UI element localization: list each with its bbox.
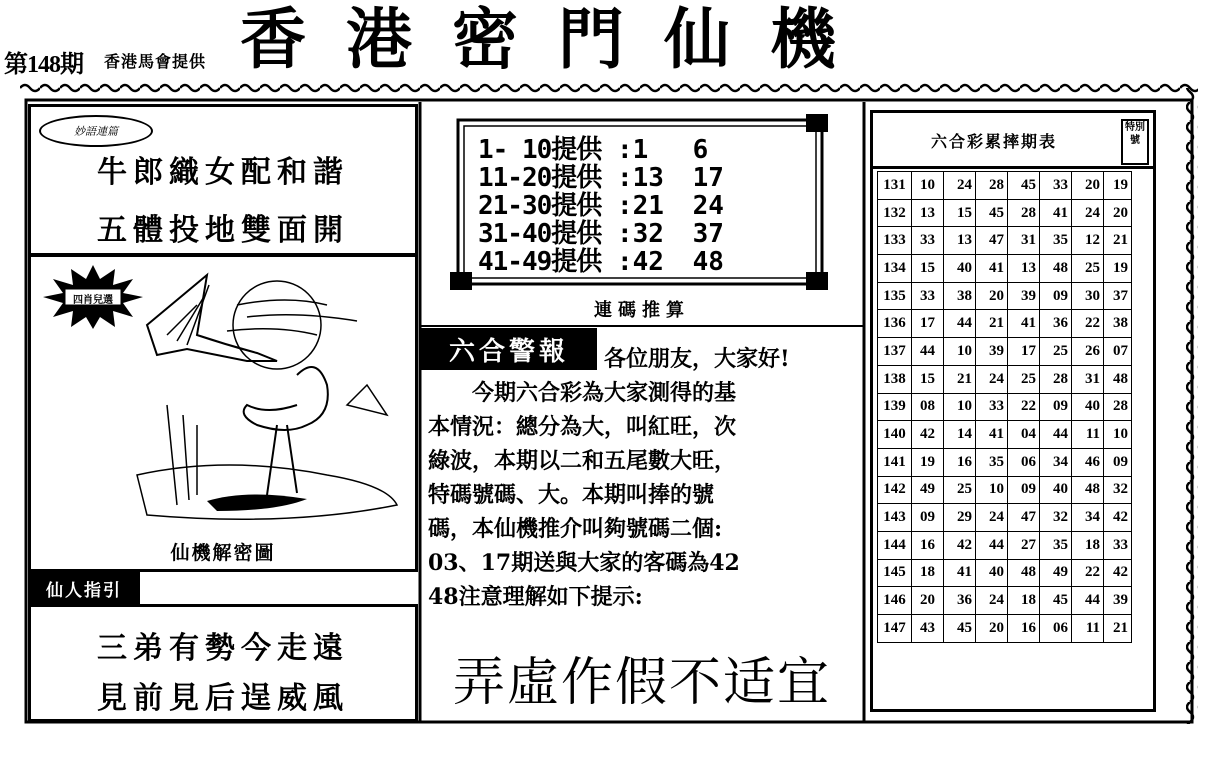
table-cell-number: 44 bbox=[976, 531, 1008, 559]
table-cell-number: 35 bbox=[1040, 227, 1072, 255]
draw-history-table bbox=[870, 110, 1156, 712]
table-cell-number: 41 bbox=[1040, 199, 1072, 227]
table-cell-number: 17 bbox=[1008, 338, 1040, 366]
table-cell-issue: 136 bbox=[878, 310, 912, 338]
table-row bbox=[878, 338, 1132, 366]
table-row bbox=[878, 393, 1132, 421]
number-row-b: 6 bbox=[692, 135, 709, 165]
table-cell-number: 15 bbox=[912, 255, 944, 283]
table-cell-issue: 139 bbox=[878, 393, 912, 421]
issue-number: 第148期 bbox=[4, 52, 83, 78]
table-cell-number: 08 bbox=[912, 393, 944, 421]
table-cell-issue: 134 bbox=[878, 255, 912, 283]
table-cell-number: 25 bbox=[1072, 255, 1104, 283]
alarm-line: 綠波，本期以二和五尾數大旺， bbox=[428, 448, 737, 474]
table-row bbox=[878, 199, 1132, 227]
number-panel bbox=[450, 114, 830, 290]
table-cell-number: 41 bbox=[944, 559, 976, 587]
table-cell-number: 42 bbox=[944, 531, 976, 559]
bottom-poem-line-1: 三弟有勢今走遠 bbox=[97, 631, 349, 666]
table-cell-number: 26 bbox=[1072, 338, 1104, 366]
table-row bbox=[878, 310, 1132, 338]
table-cell-number: 47 bbox=[1008, 504, 1040, 532]
table-row bbox=[878, 615, 1132, 643]
table-cell-number: 20 bbox=[976, 282, 1008, 310]
table-cell-number: 16 bbox=[944, 448, 976, 476]
table-cell-number: 09 bbox=[912, 504, 944, 532]
table-cell-number: 25 bbox=[1008, 365, 1040, 393]
number-row bbox=[478, 192, 724, 220]
table-cell-number: 20 bbox=[1072, 172, 1104, 200]
table-cell-special: 20 bbox=[1104, 199, 1132, 227]
table-cell-issue: 144 bbox=[878, 531, 912, 559]
table-cell-number: 44 bbox=[1040, 421, 1072, 449]
number-row bbox=[478, 136, 708, 164]
table-cell-number: 18 bbox=[1008, 587, 1040, 615]
table-cell-number: 10 bbox=[944, 393, 976, 421]
table-row bbox=[878, 421, 1132, 449]
table-cell-special: 07 bbox=[1104, 338, 1132, 366]
table-cell-number: 11 bbox=[1072, 421, 1104, 449]
number-row-a: 21 bbox=[632, 191, 664, 221]
table-row bbox=[878, 559, 1132, 587]
table-cell-number: 10 bbox=[976, 476, 1008, 504]
page-title: 香港密門仙機 bbox=[240, 1, 876, 78]
table-cell-number: 24 bbox=[944, 172, 976, 200]
table-cell-special: 19 bbox=[1104, 172, 1132, 200]
table-cell-number: 45 bbox=[976, 199, 1008, 227]
table-cell-number: 35 bbox=[976, 448, 1008, 476]
table-cell-issue: 145 bbox=[878, 559, 912, 587]
table-cell-number: 24 bbox=[976, 504, 1008, 532]
table-cell-number: 06 bbox=[1008, 448, 1040, 476]
table-cell-number: 22 bbox=[1072, 310, 1104, 338]
alarm-line: 碼，本仙機推介叫夠號碼二個: bbox=[428, 516, 723, 542]
number-row bbox=[478, 220, 724, 248]
table-cell-number: 24 bbox=[976, 365, 1008, 393]
number-row bbox=[478, 248, 724, 276]
table-cell-number: 22 bbox=[1008, 393, 1040, 421]
table-row bbox=[878, 504, 1132, 532]
table-cell-number: 44 bbox=[912, 338, 944, 366]
table-cell-number: 45 bbox=[1008, 172, 1040, 200]
table-cell-number: 24 bbox=[976, 587, 1008, 615]
table-cell-issue: 138 bbox=[878, 365, 912, 393]
table-cell-number: 14 bbox=[944, 421, 976, 449]
alarm-greeting: 各位朋友，大家好! bbox=[604, 346, 790, 372]
table-cell-issue: 146 bbox=[878, 587, 912, 615]
table-cell-number: 15 bbox=[944, 199, 976, 227]
table-cell-number: 48 bbox=[1008, 559, 1040, 587]
table-cell-number: 36 bbox=[1040, 310, 1072, 338]
table-cell-number: 34 bbox=[1040, 448, 1072, 476]
number-row-label: 21-30提供 bbox=[478, 191, 602, 221]
alarm-line: 48注意理解如下提示: bbox=[428, 584, 643, 610]
number-row-sep: : bbox=[616, 135, 633, 165]
table-cell-number: 10 bbox=[944, 338, 976, 366]
table-cell-special: 21 bbox=[1104, 227, 1132, 255]
number-row-b: 37 bbox=[692, 219, 724, 249]
alarm-line: 今期六合彩為大家測得的基 bbox=[428, 380, 737, 406]
table-cell-issue: 135 bbox=[878, 282, 912, 310]
table-cell-number: 13 bbox=[1008, 255, 1040, 283]
table-cell-number: 24 bbox=[1072, 199, 1104, 227]
table-row bbox=[878, 476, 1132, 504]
table-cell-special: 09 bbox=[1104, 448, 1132, 476]
table-cell-number: 28 bbox=[976, 172, 1008, 200]
table-cell-special: 37 bbox=[1104, 282, 1132, 310]
table-cell-number: 44 bbox=[944, 310, 976, 338]
table-cell-number: 17 bbox=[912, 310, 944, 338]
table-cell-number: 18 bbox=[1072, 531, 1104, 559]
table-cell-number: 18 bbox=[912, 559, 944, 587]
table-cell-number: 10 bbox=[912, 172, 944, 200]
table-cell-number: 44 bbox=[1072, 587, 1104, 615]
table-cell-number: 38 bbox=[944, 282, 976, 310]
number-row-b: 24 bbox=[692, 191, 724, 221]
table-cell-special: 42 bbox=[1104, 559, 1132, 587]
table-cell-number: 40 bbox=[1072, 393, 1104, 421]
table-cell-issue: 147 bbox=[878, 615, 912, 643]
number-row-b: 48 bbox=[692, 247, 724, 277]
crane-illustration bbox=[127, 265, 417, 535]
illustration-box bbox=[28, 254, 418, 572]
pic-badge: 四肖兒選 bbox=[73, 295, 113, 306]
slogan: 弄虛作假不适宜 bbox=[452, 655, 831, 712]
table-cell-issue: 143 bbox=[878, 504, 912, 532]
table-cell-special: 28 bbox=[1104, 393, 1132, 421]
table-cell-number: 12 bbox=[1072, 227, 1104, 255]
number-row-a: 13 bbox=[632, 163, 664, 193]
draw-grid bbox=[877, 171, 1132, 643]
table-cell-number: 33 bbox=[912, 227, 944, 255]
table-cell-number: 41 bbox=[976, 421, 1008, 449]
table-cell-issue: 133 bbox=[878, 227, 912, 255]
table-cell-number: 31 bbox=[1072, 365, 1104, 393]
table-cell-number: 41 bbox=[1008, 310, 1040, 338]
number-row-sep: : bbox=[616, 219, 633, 249]
top-poem-line-1: 牛郎織女配和諧 bbox=[97, 155, 349, 190]
table-cell-number: 25 bbox=[1040, 338, 1072, 366]
number-row-label: 31-40提供 bbox=[478, 219, 602, 249]
table-cell-number: 49 bbox=[912, 476, 944, 504]
guide-label: 仙人指引 bbox=[28, 572, 140, 604]
table-cell-number: 48 bbox=[1072, 476, 1104, 504]
table-cell-number: 16 bbox=[912, 531, 944, 559]
table-cell-number: 43 bbox=[912, 615, 944, 643]
table-cell-number: 45 bbox=[944, 615, 976, 643]
table-row bbox=[878, 531, 1132, 559]
table-cell-issue: 141 bbox=[878, 448, 912, 476]
table-cell-number: 34 bbox=[1072, 504, 1104, 532]
table-cell-special: 42 bbox=[1104, 504, 1132, 532]
alarm-line: 03、17期送與大家的客碼為42 bbox=[428, 550, 740, 576]
table-cell-issue: 142 bbox=[878, 476, 912, 504]
table-cell-number: 33 bbox=[1040, 172, 1072, 200]
table-cell-number: 09 bbox=[1040, 393, 1072, 421]
number-row bbox=[478, 164, 724, 192]
table-row bbox=[878, 282, 1132, 310]
table-cell-issue: 140 bbox=[878, 421, 912, 449]
table-cell-number: 15 bbox=[912, 365, 944, 393]
table-cell-number: 40 bbox=[1040, 476, 1072, 504]
number-row-a: 1 bbox=[632, 135, 649, 165]
table-cell-issue: 137 bbox=[878, 338, 912, 366]
table-cell-number: 27 bbox=[1008, 531, 1040, 559]
table-cell-number: 46 bbox=[1072, 448, 1104, 476]
table-cell-number: 47 bbox=[976, 227, 1008, 255]
alarm-text bbox=[428, 342, 848, 614]
table-cell-number: 39 bbox=[1008, 282, 1040, 310]
alarm-label: 六合警報 bbox=[421, 328, 597, 370]
special-number-header: 特別號 bbox=[1121, 119, 1149, 165]
table-cell-number: 09 bbox=[1040, 282, 1072, 310]
illustration-caption: 仙機解密圖 bbox=[170, 542, 276, 564]
number-row-sep: : bbox=[616, 191, 633, 221]
number-row-b: 17 bbox=[692, 163, 724, 193]
table-cell-number: 49 bbox=[1040, 559, 1072, 587]
table-cell-number: 39 bbox=[976, 338, 1008, 366]
table-cell-special: 38 bbox=[1104, 310, 1132, 338]
table-cell-number: 48 bbox=[1040, 255, 1072, 283]
table-cell-number: 30 bbox=[1072, 282, 1104, 310]
table-cell-number: 13 bbox=[944, 227, 976, 255]
table-cell-number: 33 bbox=[912, 282, 944, 310]
table-cell-number: 35 bbox=[1040, 531, 1072, 559]
table-row bbox=[878, 172, 1132, 200]
alarm-line: 特碼號碼、大。本期叫捧的號 bbox=[428, 482, 715, 508]
top-poem-line-2: 五體投地雙面開 bbox=[97, 213, 349, 248]
table-cell-number: 16 bbox=[1008, 615, 1040, 643]
table-row bbox=[878, 255, 1132, 283]
table-cell-number: 11 bbox=[1072, 615, 1104, 643]
table-cell-number: 28 bbox=[1040, 365, 1072, 393]
table-row bbox=[878, 587, 1132, 615]
table-cell-issue: 132 bbox=[878, 199, 912, 227]
table-cell-number: 28 bbox=[1008, 199, 1040, 227]
bottom-poem-line-2: 見前見后逞威風 bbox=[97, 681, 349, 716]
table-cell-number: 13 bbox=[912, 199, 944, 227]
table-cell-number: 06 bbox=[1040, 615, 1072, 643]
table-cell-special: 21 bbox=[1104, 615, 1132, 643]
table-cell-issue: 131 bbox=[878, 172, 912, 200]
table-cell-number: 29 bbox=[944, 504, 976, 532]
table-title: 六合彩累摔期表 bbox=[930, 132, 1057, 151]
table-cell-number: 20 bbox=[976, 615, 1008, 643]
table-header bbox=[873, 113, 1153, 169]
table-cell-number: 40 bbox=[944, 255, 976, 283]
table-cell-number: 22 bbox=[1072, 559, 1104, 587]
table-cell-number: 31 bbox=[1008, 227, 1040, 255]
table-cell-number: 21 bbox=[976, 310, 1008, 338]
number-row-label: 11-20提供 bbox=[478, 163, 602, 193]
table-cell-special: 39 bbox=[1104, 587, 1132, 615]
number-row-sep: : bbox=[616, 247, 633, 277]
number-row-label: 1- 10提供 bbox=[478, 135, 602, 165]
top-poem-badge: 妙語連篇 bbox=[39, 115, 153, 147]
table-cell-special: 19 bbox=[1104, 255, 1132, 283]
number-caption: 連碼推算 bbox=[594, 300, 690, 321]
table-cell-special: 33 bbox=[1104, 531, 1132, 559]
table-cell-number: 41 bbox=[976, 255, 1008, 283]
table-cell-number: 33 bbox=[976, 393, 1008, 421]
table-cell-number: 36 bbox=[944, 587, 976, 615]
table-cell-number: 19 bbox=[912, 448, 944, 476]
alarm-line: 本情況：總分為大，叫紅旺，次 bbox=[428, 414, 737, 440]
table-cell-special: 32 bbox=[1104, 476, 1132, 504]
table-cell-number: 09 bbox=[1008, 476, 1040, 504]
number-row-sep: : bbox=[616, 163, 633, 193]
table-cell-number: 25 bbox=[944, 476, 976, 504]
table-cell-number: 45 bbox=[1040, 587, 1072, 615]
bottom-poem-box bbox=[28, 604, 418, 722]
top-poem-box bbox=[28, 104, 418, 256]
table-cell-number: 42 bbox=[912, 421, 944, 449]
table-cell-number: 04 bbox=[1008, 421, 1040, 449]
table-cell-special: 48 bbox=[1104, 365, 1132, 393]
number-row-a: 32 bbox=[632, 219, 664, 249]
table-row bbox=[878, 365, 1132, 393]
table-cell-number: 32 bbox=[1040, 504, 1072, 532]
number-row-a: 42 bbox=[632, 247, 664, 277]
table-cell-number: 40 bbox=[976, 559, 1008, 587]
provider-label: 香港馬會提供 bbox=[104, 52, 207, 71]
table-cell-special: 10 bbox=[1104, 421, 1132, 449]
table-cell-number: 20 bbox=[912, 587, 944, 615]
table-row bbox=[878, 227, 1132, 255]
table-cell-number: 21 bbox=[944, 365, 976, 393]
number-row-label: 41-49提供 bbox=[478, 247, 602, 277]
table-row bbox=[878, 448, 1132, 476]
